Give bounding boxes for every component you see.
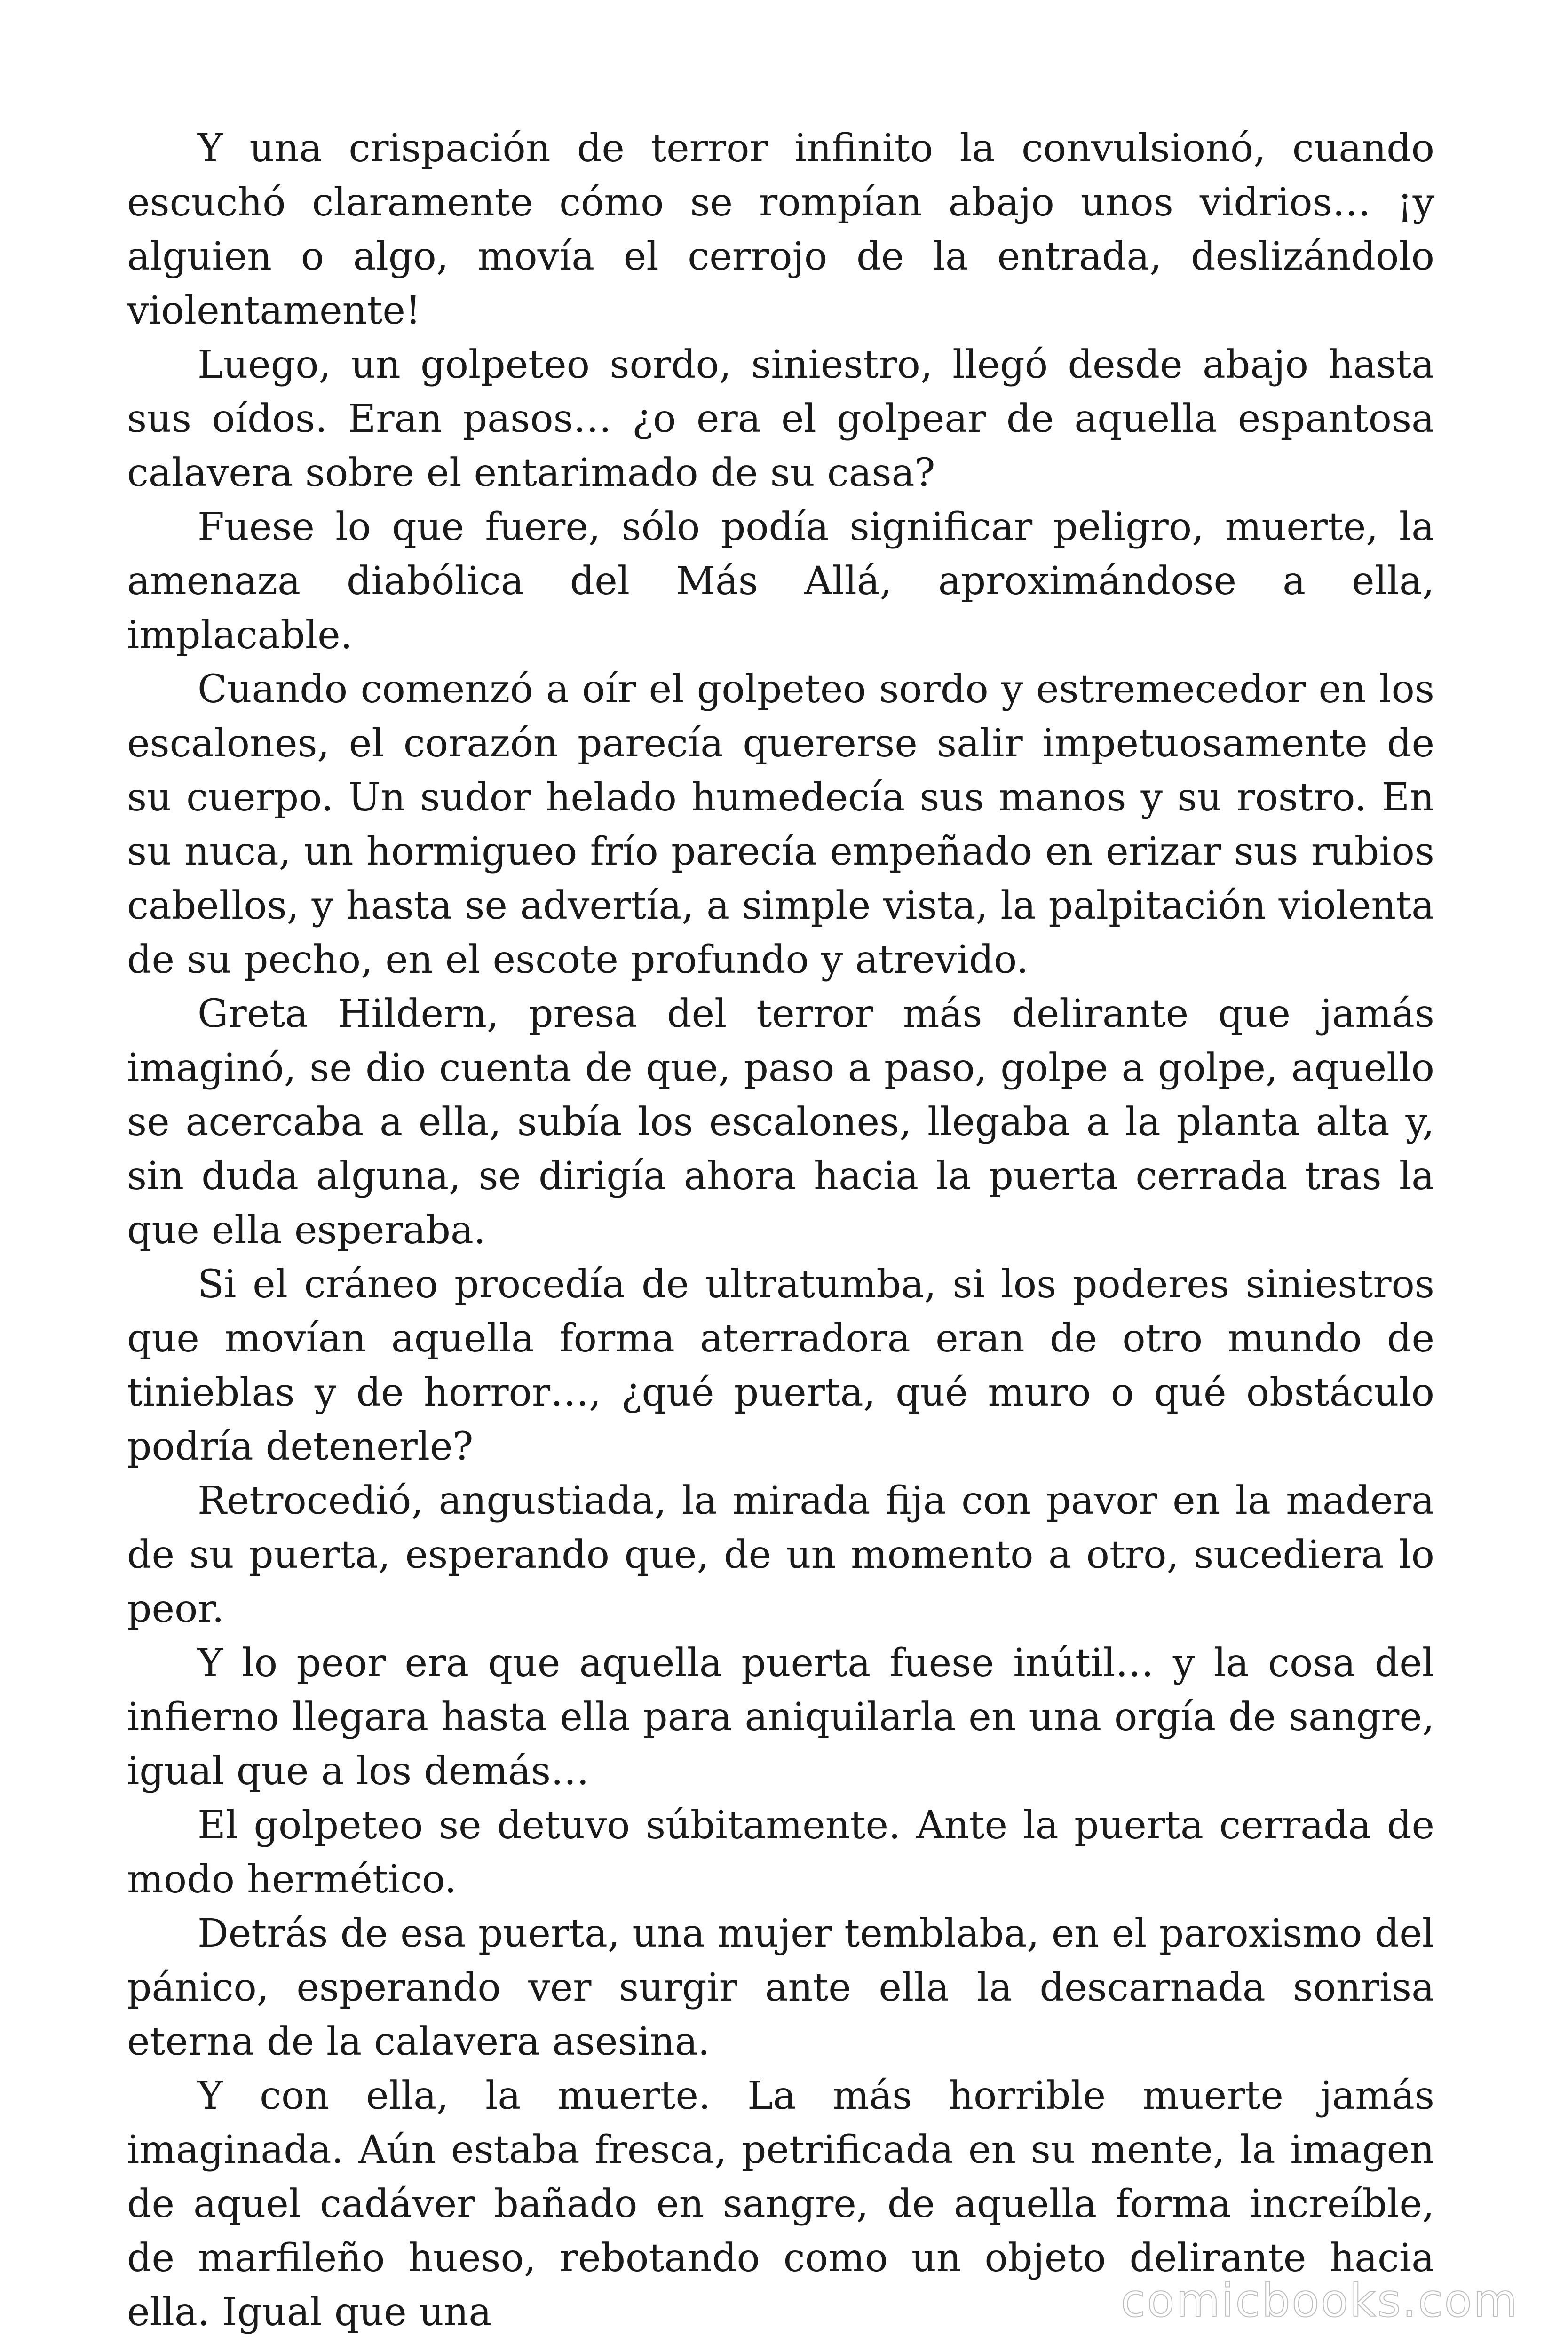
paragraph: Y con ella, la muerte. La más horrible muerte jamás imaginada. Aún estaba fresca, petrificada en su mente, la imagen de aquel cadáver bañado en sangre, de aquella forma increíble, de marfileño hueso, rebotando como un objeto delirante hacia ella. Igual que una (127, 2074, 1434, 2335)
page-body (127, 121, 1434, 2339)
paragraph: Retrocedió, angustiada, la mirada fija con pavor en la madera de su puerta, esperando que, de un momento a otro, sucediera lo peor. (127, 1478, 1434, 1631)
paragraph: Detrás de esa puerta, una mujer temblaba, en el paroxismo del pánico, esperando ver surgir ante ella la descarnada sonrisa eterna de la calavera asesina. (127, 1911, 1434, 2064)
paragraph: Luego, un golpeteo sordo, siniestro, llegó desde abajo hasta sus oídos. Eran pasos… ¿o era el golpear de aquella espantosa calavera sobre el entarimado de su casa? (127, 342, 1434, 495)
watermark: comicbooks.com (1120, 2274, 1519, 2327)
paragraph: Si el cráneo procedía de ultratumba, si los poderes siniestros que movían aquella forma aterradora eran de otro mundo de tinieblas y de horror…, ¿qué puerta, qué muro o qué obstáculo podría detenerle? (127, 1262, 1434, 1469)
paragraph: El golpeteo se detuvo súbitamente. Ante la puerta cerrada de modo hermético. (127, 1803, 1434, 1902)
paragraph: Cuando comenzó a oír el golpeteo sordo y estremecedor en los escalones, el corazón parecía quererse salir impetuosamente de su cuerpo. Un sudor helado humedecía sus manos y su rostro. En su nuca, un hormigueo frío parecía empeñado en erizar sus rubios cabellos, y hasta se advertía, a simple vista, la palpitación violenta de su pecho, en el escote profundo y atrevido. (127, 667, 1434, 982)
paragraph: Y lo peor era que aquella puerta fuese inútil… y la cosa del infierno llegara hasta ella para aniquilarla en una orgía de sangre, igual que a los demás… (127, 1641, 1434, 1794)
paragraph: Fuese lo que fuere, sólo podía significar peligro, muerte, la amenaza diabólica del Más Allá, aproximándose a ella, implacable. (127, 505, 1434, 658)
paragraph: Greta Hildern, presa del terror más delirante que jamás imaginó, se dio cuenta de que, paso a paso, golpe a golpe, aquello se acercaba a ella, subía los escalones, llegaba a la planta alta y, sin duda alguna, se dirigía ahora hacia la puerta cerrada tras la que ella esperaba. (127, 992, 1434, 1253)
paragraph: Y una crispación de terror infinito la convulsionó, cuando escuchó claramente cómo se rompían abajo unos vidrios… ¡y alguien o algo, movía el cerrojo de la entrada, deslizándolo violentamente! (127, 126, 1434, 333)
